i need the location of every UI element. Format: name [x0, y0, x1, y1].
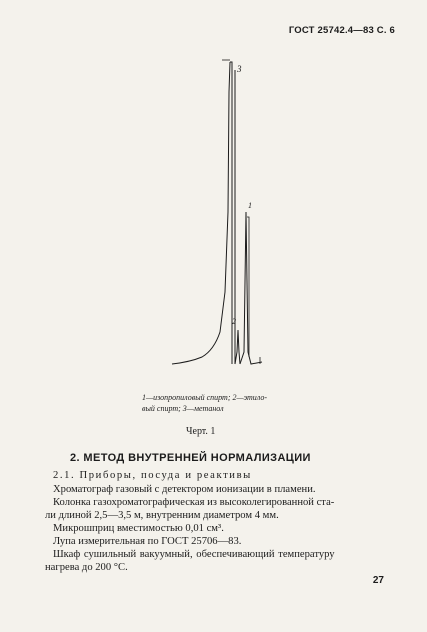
peak-label-3: 3	[237, 64, 242, 74]
peak-2	[235, 330, 240, 364]
body-line-3: ли длиной 2,5—3,5 м, внутренним диаметром 4 мм.	[45, 510, 279, 521]
body-line-4: Микрошприц вместимостью 0,01 см³.	[53, 523, 224, 534]
body-line-1: Хроматограф газовый с детектором ионизации в пламени.	[53, 484, 316, 495]
figure-caption	[142, 392, 292, 414]
peak-1	[240, 212, 262, 364]
document-header: ГОСТ 25742.4—83 С. 6	[288, 25, 395, 36]
subsection-heading: 2.1. Приборы, посуда и реактивы	[53, 470, 252, 481]
figure-caption-line-2: вый спирт; 3—метанол	[142, 404, 224, 413]
page-number: 27	[372, 575, 384, 586]
body-line-2: Колонка газохроматографическая из высоколегированной ста-	[53, 497, 335, 508]
figure-label: Черт. 1	[186, 426, 216, 437]
peak-label-1: 1	[248, 201, 252, 210]
section-title: 2. МЕТОД ВНУТРЕННЕЙ НОРМАЛИЗАЦИИ	[70, 452, 311, 464]
peak-label-2: 2	[232, 317, 236, 326]
body-line-5: Лупа измерительная по ГОСТ 25706—83.	[53, 536, 242, 547]
figure-caption-line-1: 1—изопропиловый спирт; 2—этило-	[142, 393, 268, 402]
chromatogram-baseline	[172, 62, 230, 364]
chromatogram-figure	[150, 52, 290, 377]
body-line-6: Шкаф сушильный вакуумный, обеспечивающий температуру	[53, 549, 335, 560]
body-line-7: нагрева до 200 °С.	[45, 562, 128, 573]
